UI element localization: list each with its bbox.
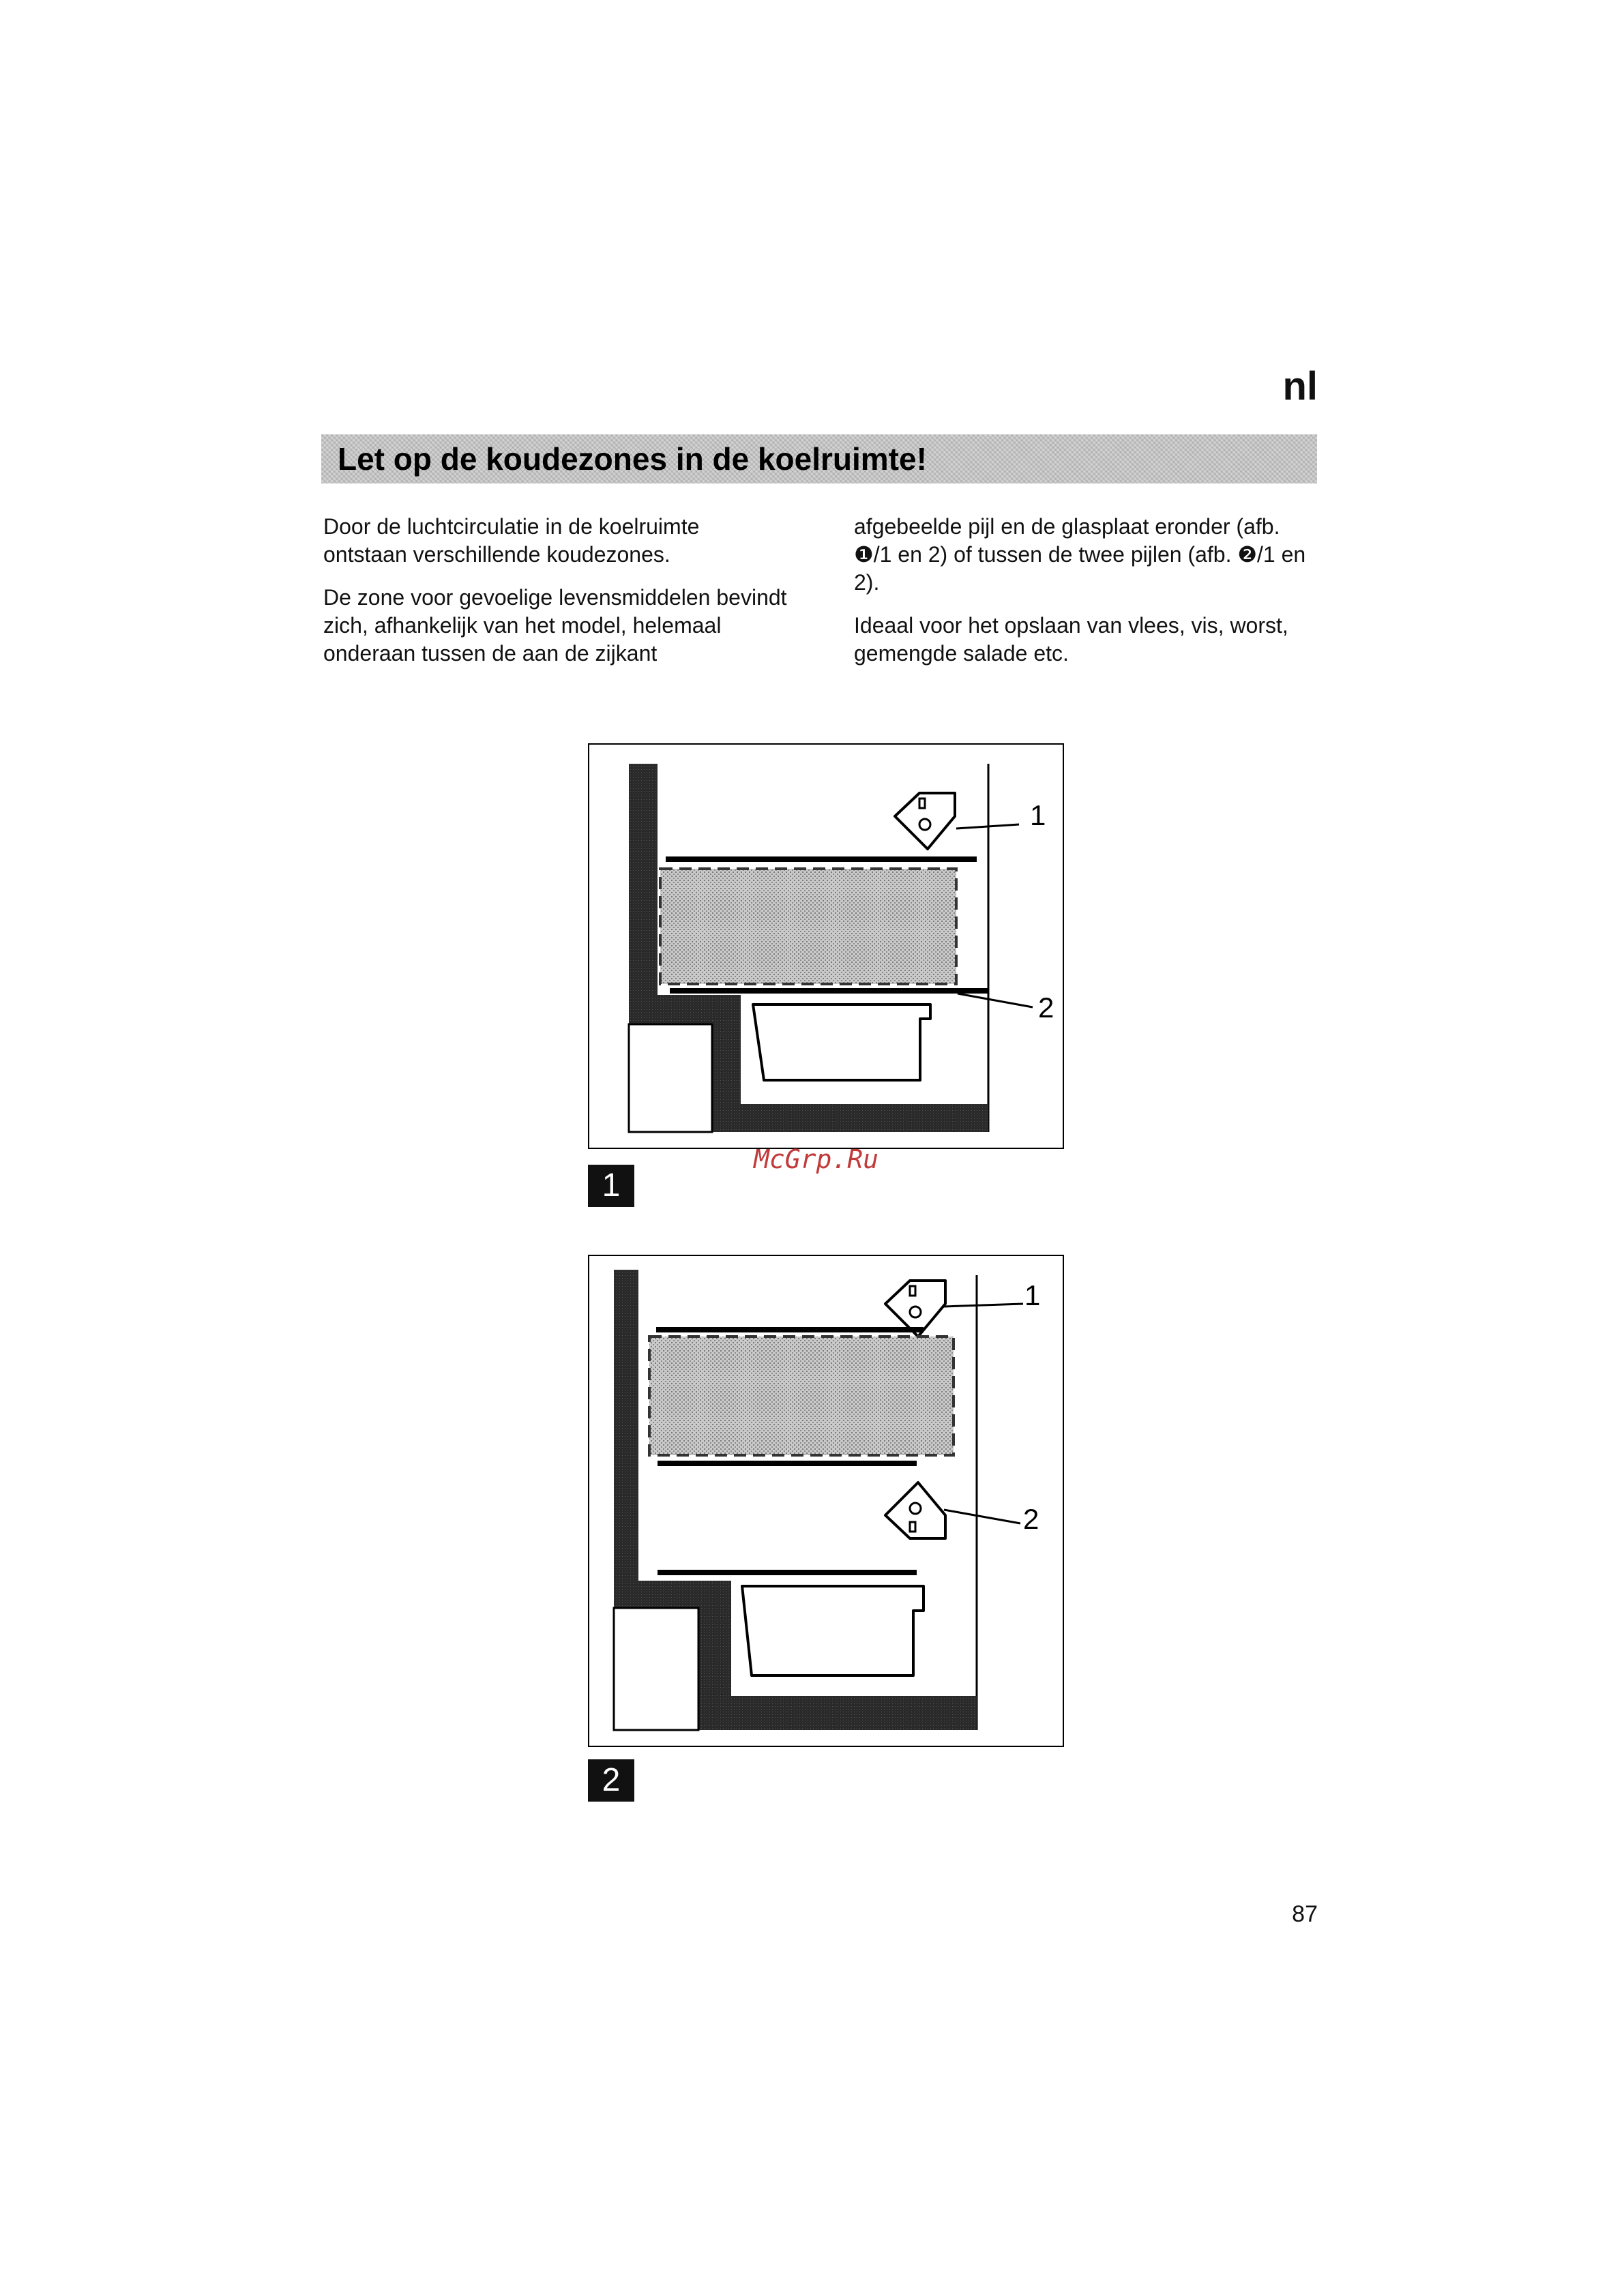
section-title-bar [321, 434, 1317, 483]
language-code: nl [1282, 364, 1318, 408]
paragraph: Door de luchtcirculatie in de koelruimte ontstaan verschillende koudezones. [323, 514, 700, 567]
paragraph: De zone voor gevoelige levensmiddelen bevindt zich, afhankelijk van het model, helemaal onderaan tussen de aan de zijkant [323, 585, 787, 666]
cold-zone-arrow-bottom-icon [885, 1482, 945, 1538]
paragraph: Ideaal voor het opslaan van vlees, vis, worst, gemengde salade etc. [854, 613, 1288, 666]
cold-zone-area [660, 869, 956, 984]
callout-1: 1 [1030, 799, 1046, 831]
crisper-drawer [753, 1004, 930, 1080]
figure-2-fridge-diagram [588, 1255, 1064, 1747]
glass-shelf-top [656, 1327, 924, 1332]
page-number: 87 [1292, 1901, 1318, 1927]
callout-2: 2 [1038, 992, 1054, 1024]
callout-1: 1 [1024, 1279, 1041, 1311]
callout-2: 2 [1023, 1503, 1039, 1535]
text-column-left [323, 513, 787, 683]
paragraph: afgebeelde pijl en de glasplaat eronder (afb. ❶/1 en 2) of tussen de twee pijlen (afb. ❷/1 en 2). [854, 514, 1306, 595]
crisper-drawer [742, 1586, 924, 1675]
figure-1-fridge-diagram [588, 743, 1064, 1149]
glass-shelf-middle [658, 1461, 917, 1466]
text-column-right [854, 513, 1318, 683]
glass-shelf-lower [658, 1570, 917, 1575]
figure-1-label: 1 [588, 1165, 634, 1207]
page-title: Let op de koudezones in de koelruimte! [338, 441, 927, 477]
glass-shelf-bottom [670, 988, 988, 994]
cold-zone-area [649, 1337, 954, 1455]
compressor-block [629, 1024, 712, 1132]
figure-2-label: 2 [588, 1759, 634, 1802]
watermark: McGrp.Ru [754, 1144, 879, 1174]
compressor-block [614, 1608, 698, 1730]
cold-zone-arrow-icon [895, 793, 955, 849]
glass-shelf-top [666, 856, 977, 862]
